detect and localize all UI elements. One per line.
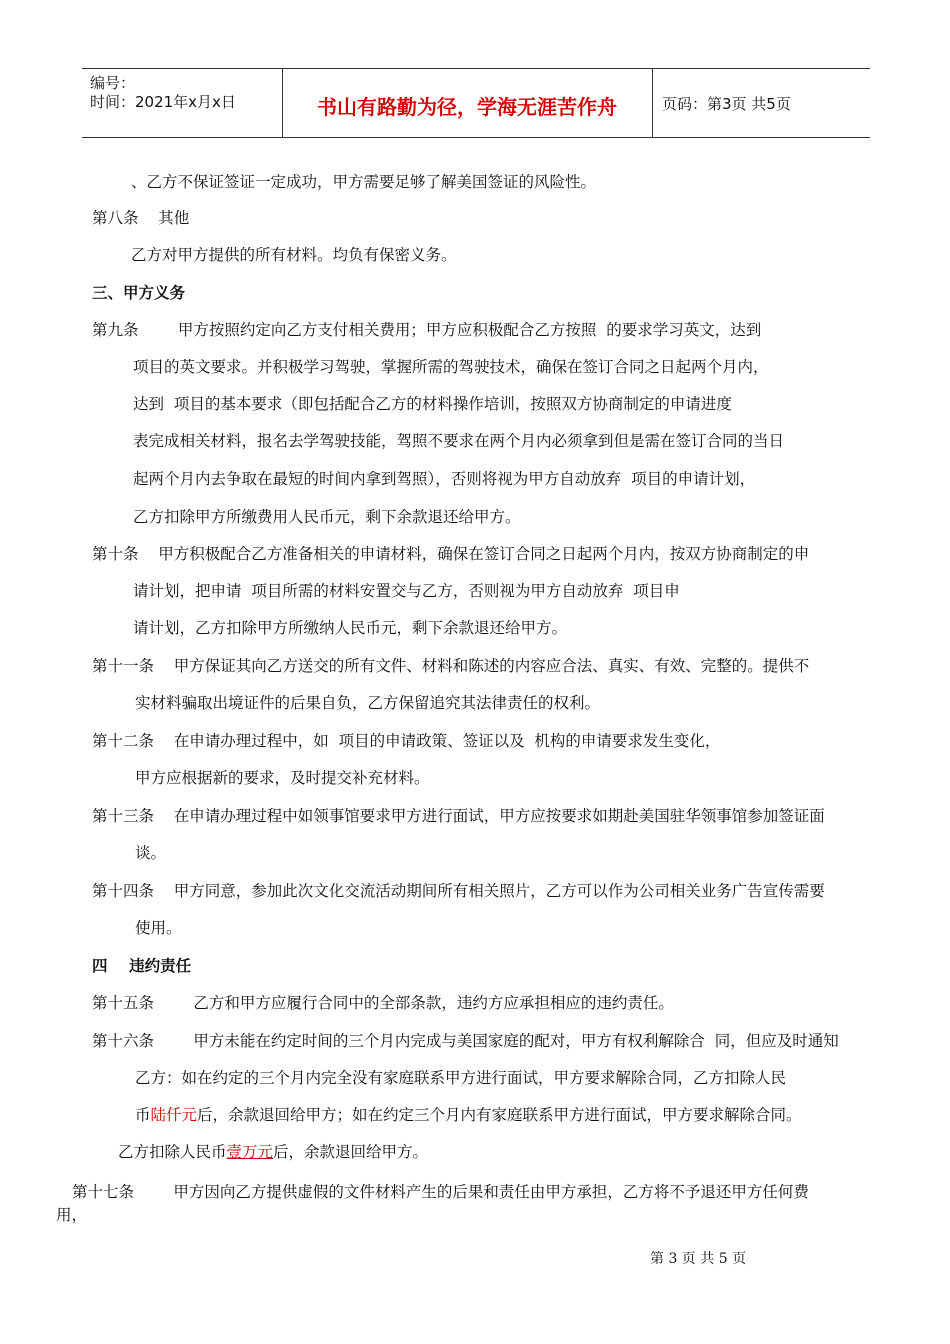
code-label: 编号： [90,74,136,92]
amount-highlight: 壹万元 [226,1143,274,1161]
motto: 书山有路勤为径，学海无涯苦作舟 [317,95,617,119]
paragraph-line: 起两个月内去争取在最短的时间内拿到驾照），否则将视为甲方自动放弃 项目的申请计划， [133,470,756,488]
paragraph-line: 使用。 [135,919,182,937]
paragraph-line: 表完成相关材料，报名去学驾驶技能，驾照不要求在两个月内必须拿到但是需在签订合同的当日 [133,432,785,450]
paragraph-line: 达到 项目的基本要求（即包括配合乙方的材料操作培训，按照双方协商制定的申请进度 [133,395,732,413]
paragraph-line: 乙方扣除甲方所缴费用人民币元，剩下余款退还给甲方。 [133,508,521,526]
paragraph-line: 第十二条 在申请办理过程中，如 项目的申请政策、签证以及 机构的申请要求发生变化， [92,732,721,750]
paragraph-line: 用， [56,1206,88,1224]
amount-highlight: 陆仟元 [150,1106,198,1124]
paragraph-line: 、乙方不保证签证一定成功，甲方需要足够了解美国签证的风险性。 [131,173,597,191]
paragraph-line: 请计划，乙方扣除甲方所缴纳人民币元，剩下余款退还给甲方。 [133,619,568,637]
paragraph-line: 项目的英文要求。并积极学习驾驶，掌握所需的驾驶技术，确保在签订合同之日起两个月内， [133,358,769,376]
text-run: 后，余款退回给甲方；如在约定三个月内有家庭联系甲方进行面试，甲方要求解除合同。 [197,1106,802,1124]
paragraph-line: 第十七条 甲方因向乙方提供虚假的文件材料产生的后果和责任由甲方承担，乙方将不予退还甲方任何费 [72,1183,809,1201]
text-run: 币 [135,1106,151,1124]
paragraph-line: 甲方应根据新的要求，及时提交补充材料。 [135,769,430,787]
paragraph-line: 请计划，把申请 项目所需的材料安置交与乙方，否则视为甲方自动放弃 项目申 [133,582,680,600]
paragraph-line: 第十一条 甲方保证其向乙方送交的所有文件、材料和陈述的内容应合法、真实、有效、完整的。提供不 [92,657,810,675]
paragraph-line: 乙方对甲方提供的所有材料。均负有保密义务。 [131,246,457,264]
paragraph-line: 第十四条 甲方同意，参加此次文化交流活动期间所有相关照片，乙方可以作为公司相关业务广告宣传需要 [92,882,825,900]
section-heading: 四 违约责任 [92,957,192,975]
section-heading: 三、甲方义务 [92,284,186,302]
header-page-number: 页码：第3页 共5页 [662,95,791,113]
paragraph-line: 第十条 甲方积极配合乙方准备相关的申请材料，确保在签订合同之日起两个月内，按双方协商制定的申 [92,545,810,563]
text-run: 乙方扣除人民币 [118,1143,227,1161]
header-table [82,68,870,138]
paragraph-line: 实材料骗取出境证件的后果自负，乙方保留追究其法律责任的权利。 [135,694,601,712]
article-heading: 第八条 其他 [92,209,190,227]
header-divider [652,69,653,137]
time-label: 时间：2021年x月x日 [90,93,236,111]
paragraph-line: 第十三条 在申请办理过程中如领事馆要求甲方进行面试，甲方应按要求如期赴美国驻华领事馆参加签证面 [92,807,825,825]
paragraph-line [118,1142,428,1162]
paragraph-line: 第十五条 乙方和甲方应履行合同中的全部条款，违约方应承担相应的违约责任。 [92,994,674,1012]
paragraph-line: 第九条 甲方按照约定向乙方支付相关费用；甲方应积极配合乙方按照 的要求学习英文，达到 [92,321,762,339]
text-run: 后，余款退回给甲方。 [273,1143,429,1161]
paragraph-line: 谈。 [135,844,167,862]
footer-page-number: 第 3 页 共 5 页 [650,1251,747,1267]
paragraph-line: 第十六条 甲方未能在约定时间的三个月内完成与美国家庭的配对，甲方有权利解除合 同，但应及时通知 [92,1032,839,1050]
paragraph-line: 乙方：如在约定的三个月内完全没有家庭联系甲方进行面试，甲方要求解除合同，乙方扣除人民 [135,1069,787,1087]
paragraph-line [135,1105,802,1125]
